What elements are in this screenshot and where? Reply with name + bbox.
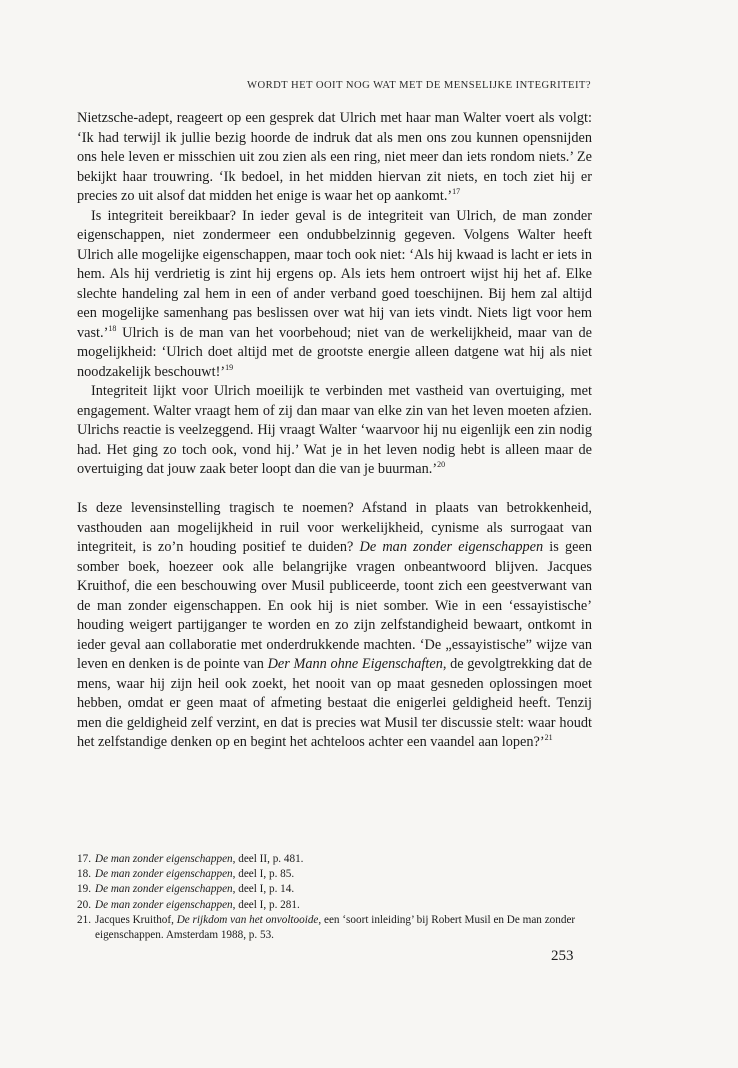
footnote-ref-20[interactable]: 20 — [437, 460, 446, 469]
footnote — [77, 867, 592, 882]
footnote — [77, 852, 592, 867]
body-text — [77, 109, 592, 753]
footnote-ref-17[interactable]: 17 — [452, 187, 461, 196]
footnote — [77, 882, 592, 897]
footnote-ref-18[interactable]: 18 — [108, 323, 117, 333]
page-number: 253 — [551, 948, 574, 964]
footnote-number: 19. — [77, 883, 91, 896]
paragraph-3: Integriteit lijkt voor Ulrich moeilijk te verbinden met vastheid van overtuiging, met engagement. Walter vraagt hem of zij dan maar van elke zin van het leven moeten afzien. Ulrichs reactie is veelzeggend. Hij vraagt Walter ‘waarvoor hij nu eigenlijk een zin nodig had. Het ging zo toch ook, vond hij.’ Wat je in het leven nodig hebt is alleen maar de overtuiging dat jouw zaak beter loopt dan die van je buurman.’$^{20}$ — [77, 383, 592, 477]
book-title: De man zonder eigenschappen — [359, 539, 544, 555]
footnote-number: 21. — [77, 913, 91, 926]
footnote-text: De man zonder eigenschappen, deel I, p. 85. — [95, 868, 295, 881]
footnote — [77, 898, 592, 913]
footnote-text: Jacques Kruithof, De rijkdom van het onvoltooide, een ‘soort inleiding’ bij Robert Musil en De man zonder eigenschappen. Amsterdam 1988, p. 53. — [95, 913, 576, 942]
footnote — [77, 913, 592, 943]
footnote-number: 18. — [77, 868, 91, 881]
paragraph-4: Is deze levensinstelling tragisch te noemen? Afstand in plaats van betrokkenheid, vasthouden aan mogelijkheid in ruil voor werkelijkheid, cynisme als surrogaat van integriteit, is zo’n houding positief te duiden? De man zonder eigenschappen is geen somber boek, hoezeer ook alle belangrijke vragen onbeantwoord blijven. Jacques Kruithof, die een beschouwing over Musil publiceerde, toont zich een geestverwant van de man zonder eigenschappen. En ook hij is niet somber. Wie in een ‘essayistische’ houding weigert partijganger te worden en zo zijn zelfstandigheid bewaart, ontkomt in ieder geval aan collaboratie met onderdrukkende machten. ‘De „essayistische” wijze van leven en denken is de pointe van Der Mann ohne Eigenschaften, de gevolgtrekking dat de mens, waar hij zijn heil ook zoekt, het nooit van op maat gesneden oplossingen moet hebben, omdat er geen maat of afmeting bestaat die enigerlei geldigheid heeft. Tenzij men die geldigheid zelf verzint, en dat is precies wat Musil ter discussie stelt: waar houdt het zelfstandige denken op en begint het achteloos achter een vaandel aan lopen?’$^{21}$ — [77, 500, 592, 750]
footnote-text: De man zonder eigenschappen, deel II, p. 481. — [95, 853, 304, 865]
running-head: WORDT HET OOIT NOG WAT MET DE MENSELIJKE INTEGRITEIT? — [247, 80, 591, 91]
footnote-number: 20. — [77, 898, 91, 911]
footnote-ref-21[interactable]: 21 — [544, 733, 553, 742]
footnote-text: De man zonder eigenschappen, deel I, p. 281. — [95, 898, 300, 911]
paragraph-1: Nietzsche-adept, reageert op een gesprek dat Ulrich met haar man Walter voert als volgt: ‘Ik had terwijl ik jullie bezig hoorde de indruk dat als men ons zou kunnen opensnijden ons hele leven er misschien uit zou zien als een ring, niet meer dan iets rondom niets.’ Ze bekijkt haar trouwring. ‘Ik bedoel, in het midden hiervan zit niets, en toch ziet hij er precies zo uit alsof dat midden het enige is waar het op aankomt.’$^{17}$ — [77, 110, 592, 204]
footnote-ref-19[interactable]: 19 — [225, 362, 234, 372]
book-title-german: Der Mann ohne Eigenschaften — [267, 656, 443, 672]
footnote-number: 17. — [77, 853, 91, 865]
paragraph-2: Is integriteit bereikbaar? In ieder geval is de integriteit van Ulrich, de man zonder eigenschappen, niet zondermeer een ondubbelzinnig gegeven. Volgens Walter heeft Ulrich alle mogelijke eigenschappen, maar toch ook niet: ‘Als hij kwaad is lacht er iets in hem. Als hij verdrietig is zint hij ergens op. Als iets hem ontroert wijst hij het af. Elke slechte handeling zal hem in een of ander verband goed toeschijnen. Bij hem zal altijd een mogelijke samenhang pas beslissen over wat hij van iets vindt. Niets ligt voor hem vast.’$^{18}$ Ulrich is de man van het voorbehoud; niet van de werkelijkheid, maar van de mogelijkheid: ‘Ulrich doet altijd met de grootste energie alleen datgene wat hij als niet noodzakelijk beschouwt!’$^{19}$ — [77, 207, 592, 380]
footnotes — [77, 852, 592, 943]
footnote-text: De man zonder eigenschappen, deel I, p. 14. — [95, 883, 295, 896]
